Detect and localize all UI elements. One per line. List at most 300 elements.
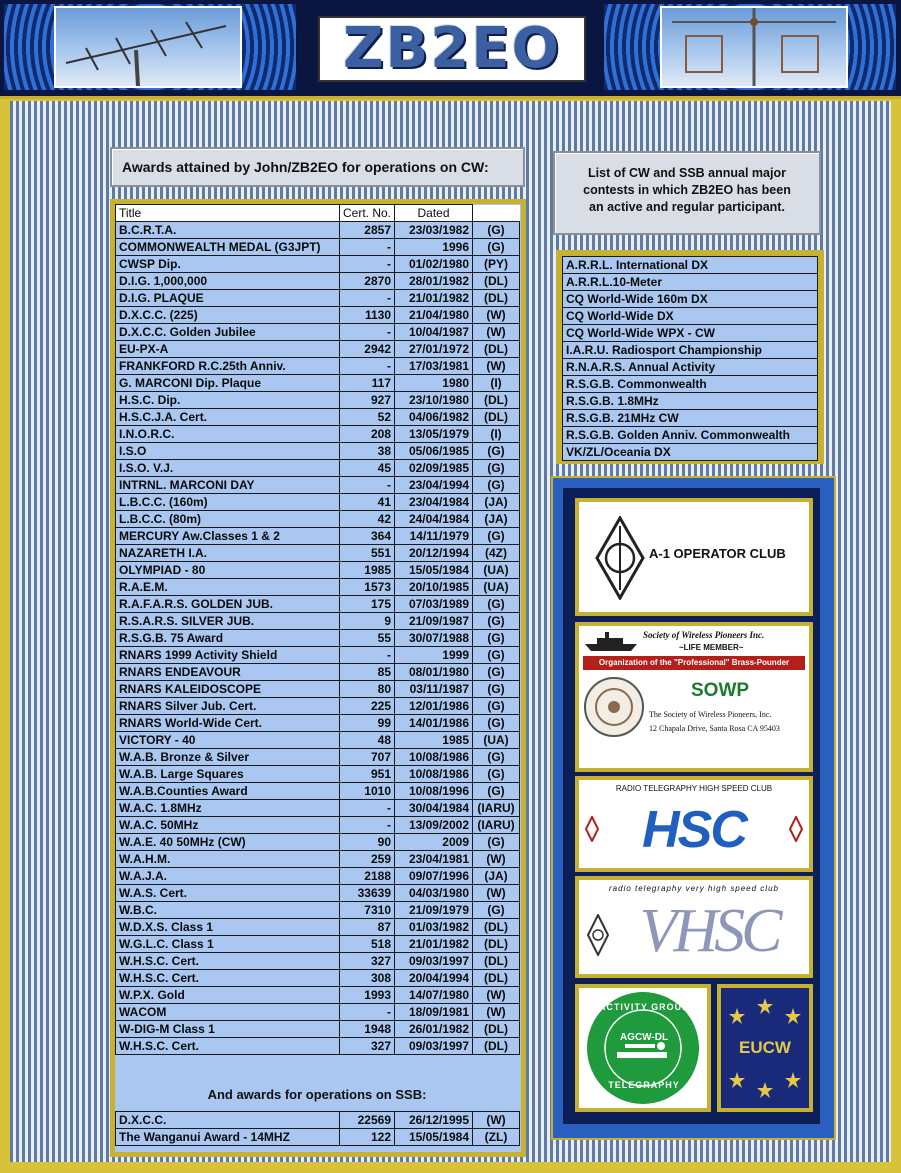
award-cert-no: 2942 (340, 341, 395, 358)
award-country: (I) (473, 375, 520, 392)
award-cert-no: 551 (340, 545, 395, 562)
award-row (116, 613, 520, 630)
award-country: (G) (473, 749, 520, 766)
award-date: 1996 (395, 239, 473, 256)
award-row (116, 953, 520, 970)
award-title: R.S.A.R.S. SILVER JUB. (116, 613, 340, 630)
award-row (116, 732, 520, 749)
award-cert-no: - (340, 477, 395, 494)
award-cert-no: 99 (340, 715, 395, 732)
award-date: 24/04/1984 (395, 511, 473, 528)
award-date: 21/01/1982 (395, 936, 473, 953)
award-date: 09/07/1996 (395, 868, 473, 885)
award-title: W.G.L.C. Class 1 (116, 936, 340, 953)
award-title: EU-PX-A (116, 341, 340, 358)
award-title: VICTORY - 40 (116, 732, 340, 749)
contests-table (562, 256, 818, 461)
award-row (116, 477, 520, 494)
award-date: 09/03/1997 (395, 1038, 473, 1055)
contest-name: R.S.G.B. Commonwealth (563, 376, 818, 393)
col-header-cert: Cert. No. (340, 205, 395, 222)
award-row (116, 766, 520, 783)
award-date: 01/02/1980 (395, 256, 473, 273)
award-country: (I) (473, 426, 520, 443)
eucw-logo (717, 984, 813, 1112)
ssb-awards-table (115, 1111, 520, 1146)
ship-icon (583, 630, 639, 652)
award-cert-no: 259 (340, 851, 395, 868)
contest-name: CQ World-Wide DX (563, 308, 818, 325)
award-country: (JA) (473, 511, 520, 528)
award-cert-no: 1573 (340, 579, 395, 596)
award-row (116, 936, 520, 953)
award-title: H.S.C. Dip. (116, 392, 340, 409)
award-cert-no: 225 (340, 698, 395, 715)
award-cert-no: 364 (340, 528, 395, 545)
award-date: 20/12/1994 (395, 545, 473, 562)
award-country: (G) (473, 664, 520, 681)
agcw-dl-logo (575, 984, 711, 1112)
award-date: 23/04/1981 (395, 851, 473, 868)
hsc-abbr: HSC (642, 801, 746, 859)
award-row (116, 494, 520, 511)
award-cert-no: - (340, 358, 395, 375)
award-row (116, 222, 520, 239)
award-cert-no: 1130 (340, 307, 395, 324)
award-row (116, 256, 520, 273)
club-logos-panel (551, 476, 836, 1140)
award-date: 1985 (395, 732, 473, 749)
award-title: W.H.S.C. Cert. (116, 953, 340, 970)
award-title: W-DIG-M Class 1 (116, 1021, 340, 1038)
award-row (116, 426, 520, 443)
award-row (116, 562, 520, 579)
award-cert-no: - (340, 324, 395, 341)
sowp-banner: Organization of the "Professional" Brass-Pounder (583, 656, 805, 670)
contest-row (563, 274, 818, 291)
award-row (116, 341, 520, 358)
award-date: 10/08/1986 (395, 766, 473, 783)
award-cert-no: 55 (340, 630, 395, 647)
ssb-award-title: The Wanganui Award - 14MHZ (116, 1129, 340, 1146)
award-title: W.A.E. 40 50MHz (CW) (116, 834, 340, 851)
award-date: 05/06/1985 (395, 443, 473, 460)
award-row (116, 324, 520, 341)
award-title: D.I.G. PLAQUE (116, 290, 340, 307)
award-cert-no: 518 (340, 936, 395, 953)
award-row (116, 239, 520, 256)
contests-caption: List of CW and SSB annual major contests in which ZB2EO has been an active and regular participant. (553, 151, 821, 235)
award-country: (DL) (473, 409, 520, 426)
award-date: 23/04/1984 (395, 494, 473, 511)
award-country: (W) (473, 1004, 520, 1021)
page-header (0, 0, 901, 99)
award-country: (G) (473, 834, 520, 851)
award-country: (G) (473, 783, 520, 800)
award-date: 20/04/1994 (395, 970, 473, 987)
award-date: 04/06/1982 (395, 409, 473, 426)
award-date: 08/01/1980 (395, 664, 473, 681)
contest-name: VK/ZL/Oceania DX (563, 444, 818, 461)
award-country: (JA) (473, 494, 520, 511)
award-row (116, 647, 520, 664)
ssb-heading: And awards for operations on SSB: (207, 1087, 427, 1102)
award-country: (DL) (473, 341, 520, 358)
award-title: W.A.J.A. (116, 868, 340, 885)
award-row (116, 885, 520, 902)
award-title: RNARS 1999 Activity Shield (116, 647, 340, 664)
award-title: H.S.C.J.A. Cert. (116, 409, 340, 426)
award-row (116, 443, 520, 460)
award-date: 23/03/1982 (395, 222, 473, 239)
col-header-country (473, 205, 520, 222)
cw-awards-caption: Awards attained by John/ZB2EO for operations on CW: (110, 147, 525, 187)
award-title: I.N.O.R.C. (116, 426, 340, 443)
ssb-award-date: 26/12/1995 (395, 1112, 473, 1129)
award-title: W.D.X.S. Class 1 (116, 919, 340, 936)
ssb-award-row (116, 1129, 520, 1146)
award-country: (UA) (473, 732, 520, 749)
award-title: D.X.C.C. (225) (116, 307, 340, 324)
award-cert-no: - (340, 256, 395, 273)
award-cert-no: - (340, 1004, 395, 1021)
award-country: (G) (473, 902, 520, 919)
award-country: (W) (473, 987, 520, 1004)
award-country: (G) (473, 698, 520, 715)
contest-row (563, 291, 818, 308)
award-cert-no: 2188 (340, 868, 395, 885)
contest-name: I.A.R.U. Radiosport Championship (563, 342, 818, 359)
award-date: 02/09/1985 (395, 460, 473, 477)
header-left-panel (4, 4, 296, 90)
award-row (116, 783, 520, 800)
award-date: 28/01/1982 (395, 273, 473, 290)
award-country: (DL) (473, 919, 520, 936)
ssb-award-country: (ZL) (473, 1129, 520, 1146)
award-date: 21/01/1982 (395, 290, 473, 307)
award-row (116, 460, 520, 477)
award-date: 03/11/1987 (395, 681, 473, 698)
eucw-abbr: EUCW (739, 1038, 791, 1057)
award-cert-no: - (340, 239, 395, 256)
award-cert-no: 52 (340, 409, 395, 426)
award-date: 13/09/2002 (395, 817, 473, 834)
award-country: (DL) (473, 273, 520, 290)
cw-awards-body (116, 205, 520, 1055)
contest-name: A.R.R.L.10-Meter (563, 274, 818, 291)
sowp-seal-icon (583, 676, 645, 738)
award-cert-no: 1985 (340, 562, 395, 579)
award-country: (JA) (473, 868, 520, 885)
award-cert-no: 927 (340, 392, 395, 409)
callsign-logo (318, 16, 586, 82)
contest-name: R.S.G.B. Golden Anniv. Commonwealth (563, 427, 818, 444)
award-country: (G) (473, 443, 520, 460)
award-title: MERCURY Aw.Classes 1 & 2 (116, 528, 340, 545)
award-cert-no: 33639 (340, 885, 395, 902)
award-cert-no: 90 (340, 834, 395, 851)
award-title: I.S.O (116, 443, 340, 460)
award-country: (G) (473, 477, 520, 494)
award-date: 21/09/1987 (395, 613, 473, 630)
award-country: (G) (473, 596, 520, 613)
award-title: INTRNL. MARCONI DAY (116, 477, 340, 494)
award-cert-no: 41 (340, 494, 395, 511)
award-country: (W) (473, 324, 520, 341)
award-title: RNARS KALEIDOSCOPE (116, 681, 340, 698)
contest-name: R.S.G.B. 21MHz CW (563, 410, 818, 427)
award-cert-no: 38 (340, 443, 395, 460)
award-country: (DL) (473, 392, 520, 409)
award-cert-no: 85 (340, 664, 395, 681)
award-title: COMMONWEALTH MEDAL (G3JPT) (116, 239, 340, 256)
agcw-top-text: ACTIVITY GROUP (598, 1002, 690, 1012)
award-country: (G) (473, 460, 520, 477)
award-cert-no: 951 (340, 766, 395, 783)
sowp-logo (575, 622, 813, 772)
hsc-logo (575, 776, 813, 872)
award-country: (G) (473, 528, 520, 545)
contest-name: R.S.G.B. 1.8MHz (563, 393, 818, 410)
award-date: 21/04/1980 (395, 307, 473, 324)
sowp-line2: 12 Chapala Drive, Santa Rosa CA 95403 (649, 724, 780, 733)
ssb-award-cert-no: 22569 (340, 1112, 395, 1129)
award-date: 04/03/1980 (395, 885, 473, 902)
contest-row (563, 444, 818, 461)
award-country: (DL) (473, 970, 520, 987)
contests-panel (562, 256, 818, 460)
hsc-left-diamond-icon (585, 816, 599, 842)
award-cert-no: - (340, 800, 395, 817)
award-date: 14/01/1986 (395, 715, 473, 732)
callsign-title: ZB2EO (342, 16, 562, 81)
award-row (116, 545, 520, 562)
award-country: (PY) (473, 256, 520, 273)
award-cert-no: - (340, 647, 395, 664)
award-country: (W) (473, 885, 520, 902)
award-country: (G) (473, 222, 520, 239)
award-row (116, 919, 520, 936)
award-row (116, 375, 520, 392)
award-title: L.B.C.C. (160m) (116, 494, 340, 511)
award-row (116, 511, 520, 528)
award-row (116, 817, 520, 834)
award-row (116, 834, 520, 851)
award-cert-no: - (340, 817, 395, 834)
a1-operator-club-logo (575, 498, 813, 616)
award-cert-no: 87 (340, 919, 395, 936)
award-date: 14/11/1979 (395, 528, 473, 545)
award-country: (W) (473, 851, 520, 868)
award-country: (W) (473, 358, 520, 375)
contest-row (563, 325, 818, 342)
award-date: 10/08/1996 (395, 783, 473, 800)
award-title: L.B.C.C. (80m) (116, 511, 340, 528)
hsc-right-diamond-icon (789, 816, 803, 842)
yagi-antenna-photo (54, 6, 242, 88)
award-title: G. MARCONI Dip. Plaque (116, 375, 340, 392)
award-date: 14/07/1980 (395, 987, 473, 1004)
award-row (116, 987, 520, 1004)
award-country: (DL) (473, 1021, 520, 1038)
sowp-member: ~LIFE MEMBER~ (679, 643, 744, 652)
sowp-abbr: SOWP (691, 680, 750, 701)
award-title: CWSP Dip. (116, 256, 340, 273)
award-country: (G) (473, 613, 520, 630)
award-row (116, 681, 520, 698)
award-title: R.A.F.A.R.S. GOLDEN JUB. (116, 596, 340, 613)
award-title: NAZARETH I.A. (116, 545, 340, 562)
award-title: R.S.G.B. 75 Award (116, 630, 340, 647)
award-title: RNARS ENDEAVOUR (116, 664, 340, 681)
award-title: W.B.C. (116, 902, 340, 919)
award-date: 07/03/1989 (395, 596, 473, 613)
sowp-title: Society of Wireless Pioneers Inc. (643, 630, 765, 640)
award-title: W.A.C. 50MHz (116, 817, 340, 834)
contest-row (563, 427, 818, 444)
award-cert-no: 1948 (340, 1021, 395, 1038)
award-title: I.S.O. V.J. (116, 460, 340, 477)
award-date: 17/03/1981 (395, 358, 473, 375)
award-row (116, 664, 520, 681)
award-date: 21/09/1979 (395, 902, 473, 919)
award-row (116, 749, 520, 766)
award-row (116, 1021, 520, 1038)
ssb-award-title: D.X.C.C. (116, 1112, 340, 1129)
contest-row (563, 410, 818, 427)
sowp-line1: The Society of Wireless Pioneers, Inc. (649, 710, 772, 719)
contest-row (563, 393, 818, 410)
col-header-dated: Dated (395, 205, 473, 222)
award-country: (G) (473, 630, 520, 647)
award-cert-no: 175 (340, 596, 395, 613)
contest-name: A.R.R.L. International DX (563, 257, 818, 274)
award-title: RNARS World-Wide Cert. (116, 715, 340, 732)
ssb-award-date: 15/05/1984 (395, 1129, 473, 1146)
vhsc-abbr: VHSC (639, 897, 779, 965)
award-row (116, 902, 520, 919)
awards-panel (115, 204, 521, 1152)
award-title: FRANKFORD R.C.25th Anniv. (116, 358, 340, 375)
contest-row (563, 342, 818, 359)
cw-awards-table (115, 204, 520, 1055)
award-cert-no: 2857 (340, 222, 395, 239)
award-row (116, 630, 520, 647)
table-header-row (116, 205, 520, 222)
award-row (116, 800, 520, 817)
award-cert-no: 1010 (340, 783, 395, 800)
award-title: B.C.R.T.A. (116, 222, 340, 239)
award-date: 30/04/1984 (395, 800, 473, 817)
contest-name: CQ World-Wide WPX - CW (563, 325, 818, 342)
ssb-award-cert-no: 122 (340, 1129, 395, 1146)
award-title: D.I.G. 1,000,000 (116, 273, 340, 290)
award-cert-no: 9 (340, 613, 395, 630)
header-right-panel (604, 4, 896, 90)
vhsc-diamond-icon (587, 914, 609, 956)
award-date: 18/09/1981 (395, 1004, 473, 1021)
award-cert-no: 117 (340, 375, 395, 392)
award-date: 20/10/1985 (395, 579, 473, 596)
award-country: (UA) (473, 562, 520, 579)
award-row (116, 579, 520, 596)
award-date: 1999 (395, 647, 473, 664)
award-date: 1980 (395, 375, 473, 392)
quad-antenna-photo (660, 6, 848, 88)
award-title: W.H.S.C. Cert. (116, 970, 340, 987)
award-date: 30/07/1988 (395, 630, 473, 647)
award-title: OLYMPIAD - 80 (116, 562, 340, 579)
award-cert-no: 48 (340, 732, 395, 749)
award-cert-no: 308 (340, 970, 395, 987)
award-cert-no: 327 (340, 953, 395, 970)
award-date: 10/04/1987 (395, 324, 473, 341)
award-title: W.A.B.Counties Award (116, 783, 340, 800)
award-row (116, 698, 520, 715)
award-row (116, 970, 520, 987)
award-date: 12/01/1986 (395, 698, 473, 715)
award-title: W.H.S.C. Cert. (116, 1038, 340, 1055)
award-title: W.A.S. Cert. (116, 885, 340, 902)
award-row (116, 715, 520, 732)
award-country: (G) (473, 766, 520, 783)
award-country: (G) (473, 715, 520, 732)
award-country: (4Z) (473, 545, 520, 562)
vhsc-title: radio telegraphy very high speed club (609, 884, 779, 893)
award-title: RNARS Silver Jub. Cert. (116, 698, 340, 715)
award-country: (G) (473, 681, 520, 698)
award-title: W.A.H.M. (116, 851, 340, 868)
award-country: (G) (473, 647, 520, 664)
ssb-award-country: (W) (473, 1112, 520, 1129)
award-title: D.X.C.C. Golden Jubilee (116, 324, 340, 341)
award-date: 09/03/1997 (395, 953, 473, 970)
award-row (116, 851, 520, 868)
award-date: 27/01/1972 (395, 341, 473, 358)
contests-body (563, 257, 818, 461)
award-row (116, 307, 520, 324)
award-row (116, 1004, 520, 1021)
award-country: (DL) (473, 1038, 520, 1055)
contest-name: CQ World-Wide 160m DX (563, 291, 818, 308)
award-country: (G) (473, 239, 520, 256)
ssb-awards-body (116, 1112, 520, 1146)
award-country: (IARU) (473, 817, 520, 834)
award-cert-no: 45 (340, 460, 395, 477)
award-row (116, 273, 520, 290)
award-cert-no: 2870 (340, 273, 395, 290)
award-date: 01/03/1982 (395, 919, 473, 936)
award-title: W.A.C. 1.8MHz (116, 800, 340, 817)
award-row (116, 596, 520, 613)
award-cert-no: 1993 (340, 987, 395, 1004)
award-row (116, 392, 520, 409)
award-country: (W) (473, 307, 520, 324)
award-date: 13/05/1979 (395, 426, 473, 443)
award-date: 10/08/1986 (395, 749, 473, 766)
award-row (116, 868, 520, 885)
award-country: (IARU) (473, 800, 520, 817)
contest-row (563, 308, 818, 325)
award-row (116, 409, 520, 426)
a1-club-name: A-1 OPERATOR CLUB (649, 546, 786, 561)
contest-row (563, 376, 818, 393)
ssb-award-row (116, 1112, 520, 1129)
award-country: (DL) (473, 953, 520, 970)
contest-row (563, 257, 818, 274)
award-row (116, 1038, 520, 1055)
award-row (116, 528, 520, 545)
